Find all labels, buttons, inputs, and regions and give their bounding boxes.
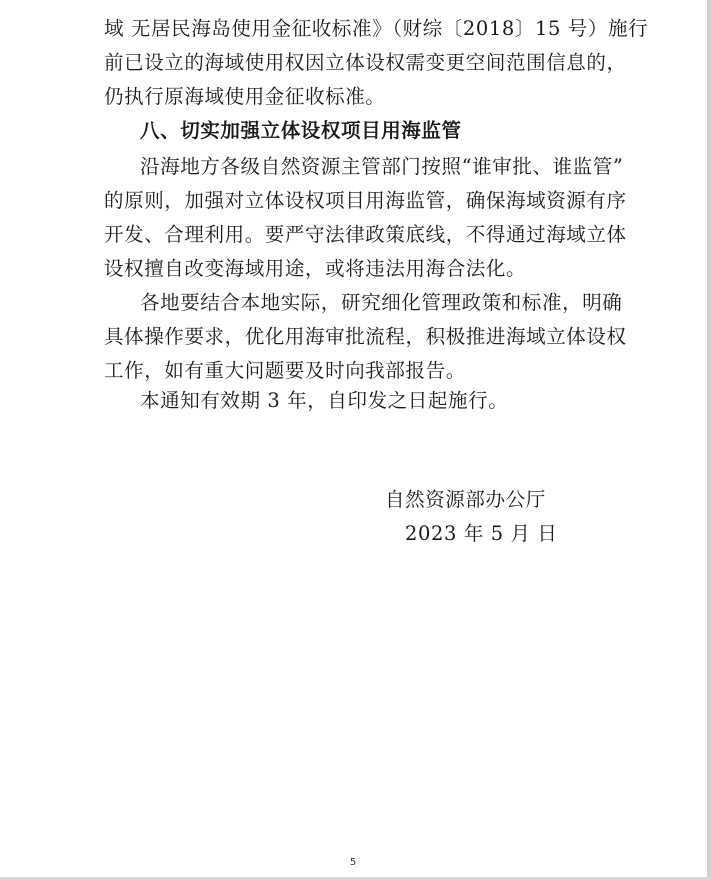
paragraph-2-line-1: 沿海地方各级自然资源主管部门按照“谁审批、谁监管”	[140, 155, 624, 178]
paragraph-2-line-3: 开发、合理利用。要严守法律政策底线，不得通过海域立体	[104, 223, 627, 246]
paragraph-2-line-4: 设权擅自改变海域用途，或将违法用海合法化。	[104, 257, 527, 280]
paragraph-1-line-2: 前已设立的海域使用权因立体设权需变更空间范围信息的，	[104, 51, 627, 74]
paragraph-1-line-1: 域 无居民海岛使用金征收标准》（财综〔2018〕15 号）施行	[104, 17, 649, 40]
page-number: 5	[349, 857, 357, 868]
section-heading: 八、切实加强立体设权项目用海监管	[140, 119, 462, 142]
issuer-signature: 自然资源部办公厅	[385, 488, 546, 511]
page-edge-right	[707, 0, 711, 880]
paragraph-3-line-1: 各地要结合本地实际，研究细化管理政策和标准，明确	[140, 291, 623, 314]
paragraph-1-line-3: 仍执行原海域使用金征收标准。	[104, 85, 386, 108]
paragraph-3-line-2: 具体操作要求，优化用海审批流程，积极推进海域立体设权	[104, 325, 627, 348]
issue-date: 2023 年 5 月 日	[405, 522, 558, 545]
paragraph-2-line-2: 的原则，加强对立体设权项目用海监管，确保海域资源有序	[104, 189, 627, 212]
paragraph-4-line-1: 本通知有效期 3 年，自印发之日起施行。	[140, 389, 509, 412]
paragraph-3-line-3: 工作，如有重大问题要及时向我部报告。	[104, 359, 466, 382]
